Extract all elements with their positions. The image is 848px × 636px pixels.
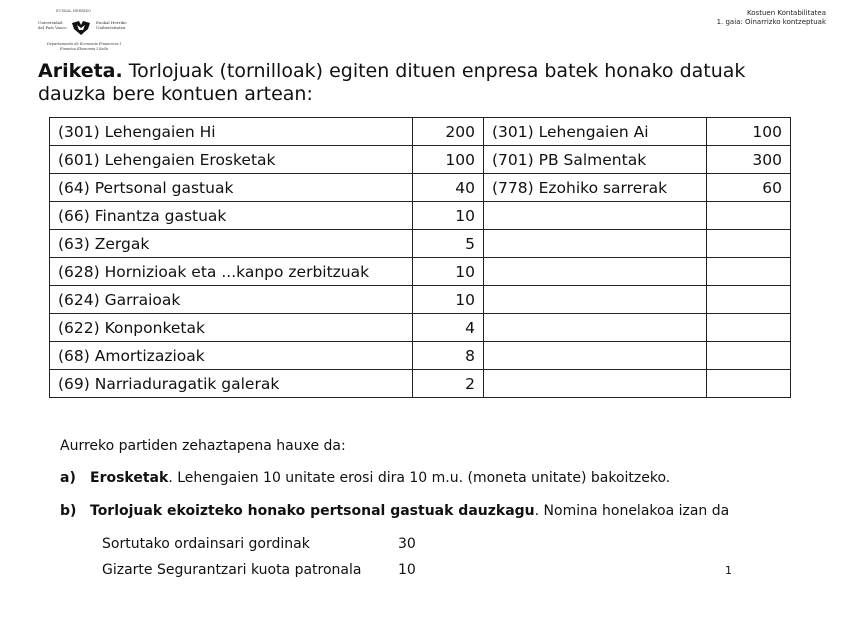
page-number: 1	[725, 564, 732, 577]
payroll-line-value: 10	[398, 562, 416, 578]
table-row	[50, 230, 791, 258]
logo-right-text: Euskal Herriko Unibertsitatea	[96, 20, 127, 30]
exercise-label: Ariketa.	[38, 60, 123, 82]
item-b-heading: Torlojuak ekoizteko honako pertsonal gastuak dauzkagu	[90, 503, 535, 519]
item-a	[60, 470, 670, 486]
intro-text: Aurreko partiden zehaztapena hauxe da:	[60, 438, 346, 454]
payroll-line-gross	[102, 536, 416, 552]
account-name-cell	[484, 314, 707, 342]
account-value-cell	[707, 258, 791, 286]
account-name-cell: (68) Amortizazioak	[50, 342, 413, 370]
account-name-cell: (624) Garraioak	[50, 286, 413, 314]
logo-left-text: Universidad del País Vasco	[38, 20, 67, 30]
account-value-cell: 2	[413, 370, 484, 398]
account-value-cell: 4	[413, 314, 484, 342]
table-row	[50, 258, 791, 286]
account-name-cell: (69) Narriaduragatik galerak	[50, 370, 413, 398]
university-logo	[34, 8, 134, 56]
account-name-cell: (778) Ezohiko sarrerak	[484, 174, 707, 202]
item-a-letter: a)	[60, 470, 76, 486]
exercise-statement: Torlojuak (tornilloak) egiten dituen enpresa batek honako datuak dauzka bere kontuen artean:	[38, 60, 746, 105]
payroll-line-label: Gizarte Segurantzari kuota patronala	[102, 562, 362, 578]
exercise-title	[38, 60, 818, 106]
account-value-cell: 100	[413, 146, 484, 174]
account-value-cell	[707, 230, 791, 258]
accounts-table	[49, 117, 791, 398]
account-name-cell: (63) Zergak	[50, 230, 413, 258]
item-a-heading: Erosketak	[90, 470, 169, 486]
account-value-cell	[707, 370, 791, 398]
logo-top-text: EUSKAL HERRIKO	[56, 9, 91, 13]
account-value-cell: 300	[707, 146, 791, 174]
university-emblem-icon	[70, 19, 92, 37]
topic-title: 1. gaia: Oinarrizko kontzeptuak	[716, 18, 826, 26]
table-row	[50, 174, 791, 202]
payroll-line-social-security	[102, 562, 416, 578]
account-value-cell: 100	[707, 118, 791, 146]
item-a-text: . Lehengaien 10 unitate erosi dira 10 m.u. (moneta unitate) bakoitzeko.	[168, 470, 671, 486]
account-value-cell	[707, 314, 791, 342]
account-name-cell	[484, 258, 707, 286]
payroll-line-value: 30	[398, 536, 416, 552]
account-name-cell: (601) Lehengaien Erosketak	[50, 146, 413, 174]
account-name-cell: (628) Hornizioak eta ...kanpo zerbitzuak	[50, 258, 413, 286]
account-value-cell: 200	[413, 118, 484, 146]
account-value-cell	[707, 202, 791, 230]
item-b-text: . Nomina honelakoa izan da	[534, 503, 730, 519]
account-value-cell: 10	[413, 258, 484, 286]
payroll-line-label: Sortutako ordainsari gordinak	[102, 536, 310, 552]
account-name-cell: (622) Konponketak	[50, 314, 413, 342]
table-row	[50, 146, 791, 174]
page-header	[717, 9, 826, 27]
item-b	[60, 503, 729, 519]
account-name-cell: (301) Lehengaien Hi	[50, 118, 413, 146]
account-value-cell: 5	[413, 230, 484, 258]
table-row	[50, 342, 791, 370]
account-value-cell: 60	[707, 174, 791, 202]
account-name-cell	[484, 286, 707, 314]
item-b-letter: b)	[60, 503, 77, 519]
table-row	[50, 286, 791, 314]
table-row	[50, 202, 791, 230]
account-name-cell	[484, 230, 707, 258]
account-value-cell: 40	[413, 174, 484, 202]
course-title: Kostuen Kontabilitatea	[747, 9, 826, 17]
account-value-cell: 8	[413, 342, 484, 370]
account-name-cell	[484, 370, 707, 398]
table-row	[50, 118, 791, 146]
account-name-cell: (64) Pertsonal gastuak	[50, 174, 413, 202]
logo-department-text: Departamento de Economía Financiera I Finantza Ekonomia I Saila	[46, 42, 122, 51]
table-row	[50, 370, 791, 398]
account-name-cell	[484, 342, 707, 370]
account-name-cell: (66) Finantza gastuak	[50, 202, 413, 230]
account-name-cell	[484, 202, 707, 230]
account-value-cell	[707, 286, 791, 314]
account-name-cell: (701) PB Salmentak	[484, 146, 707, 174]
account-value-cell	[707, 342, 791, 370]
account-name-cell: (301) Lehengaien Ai	[484, 118, 707, 146]
account-value-cell: 10	[413, 286, 484, 314]
table-row	[50, 314, 791, 342]
account-value-cell: 10	[413, 202, 484, 230]
